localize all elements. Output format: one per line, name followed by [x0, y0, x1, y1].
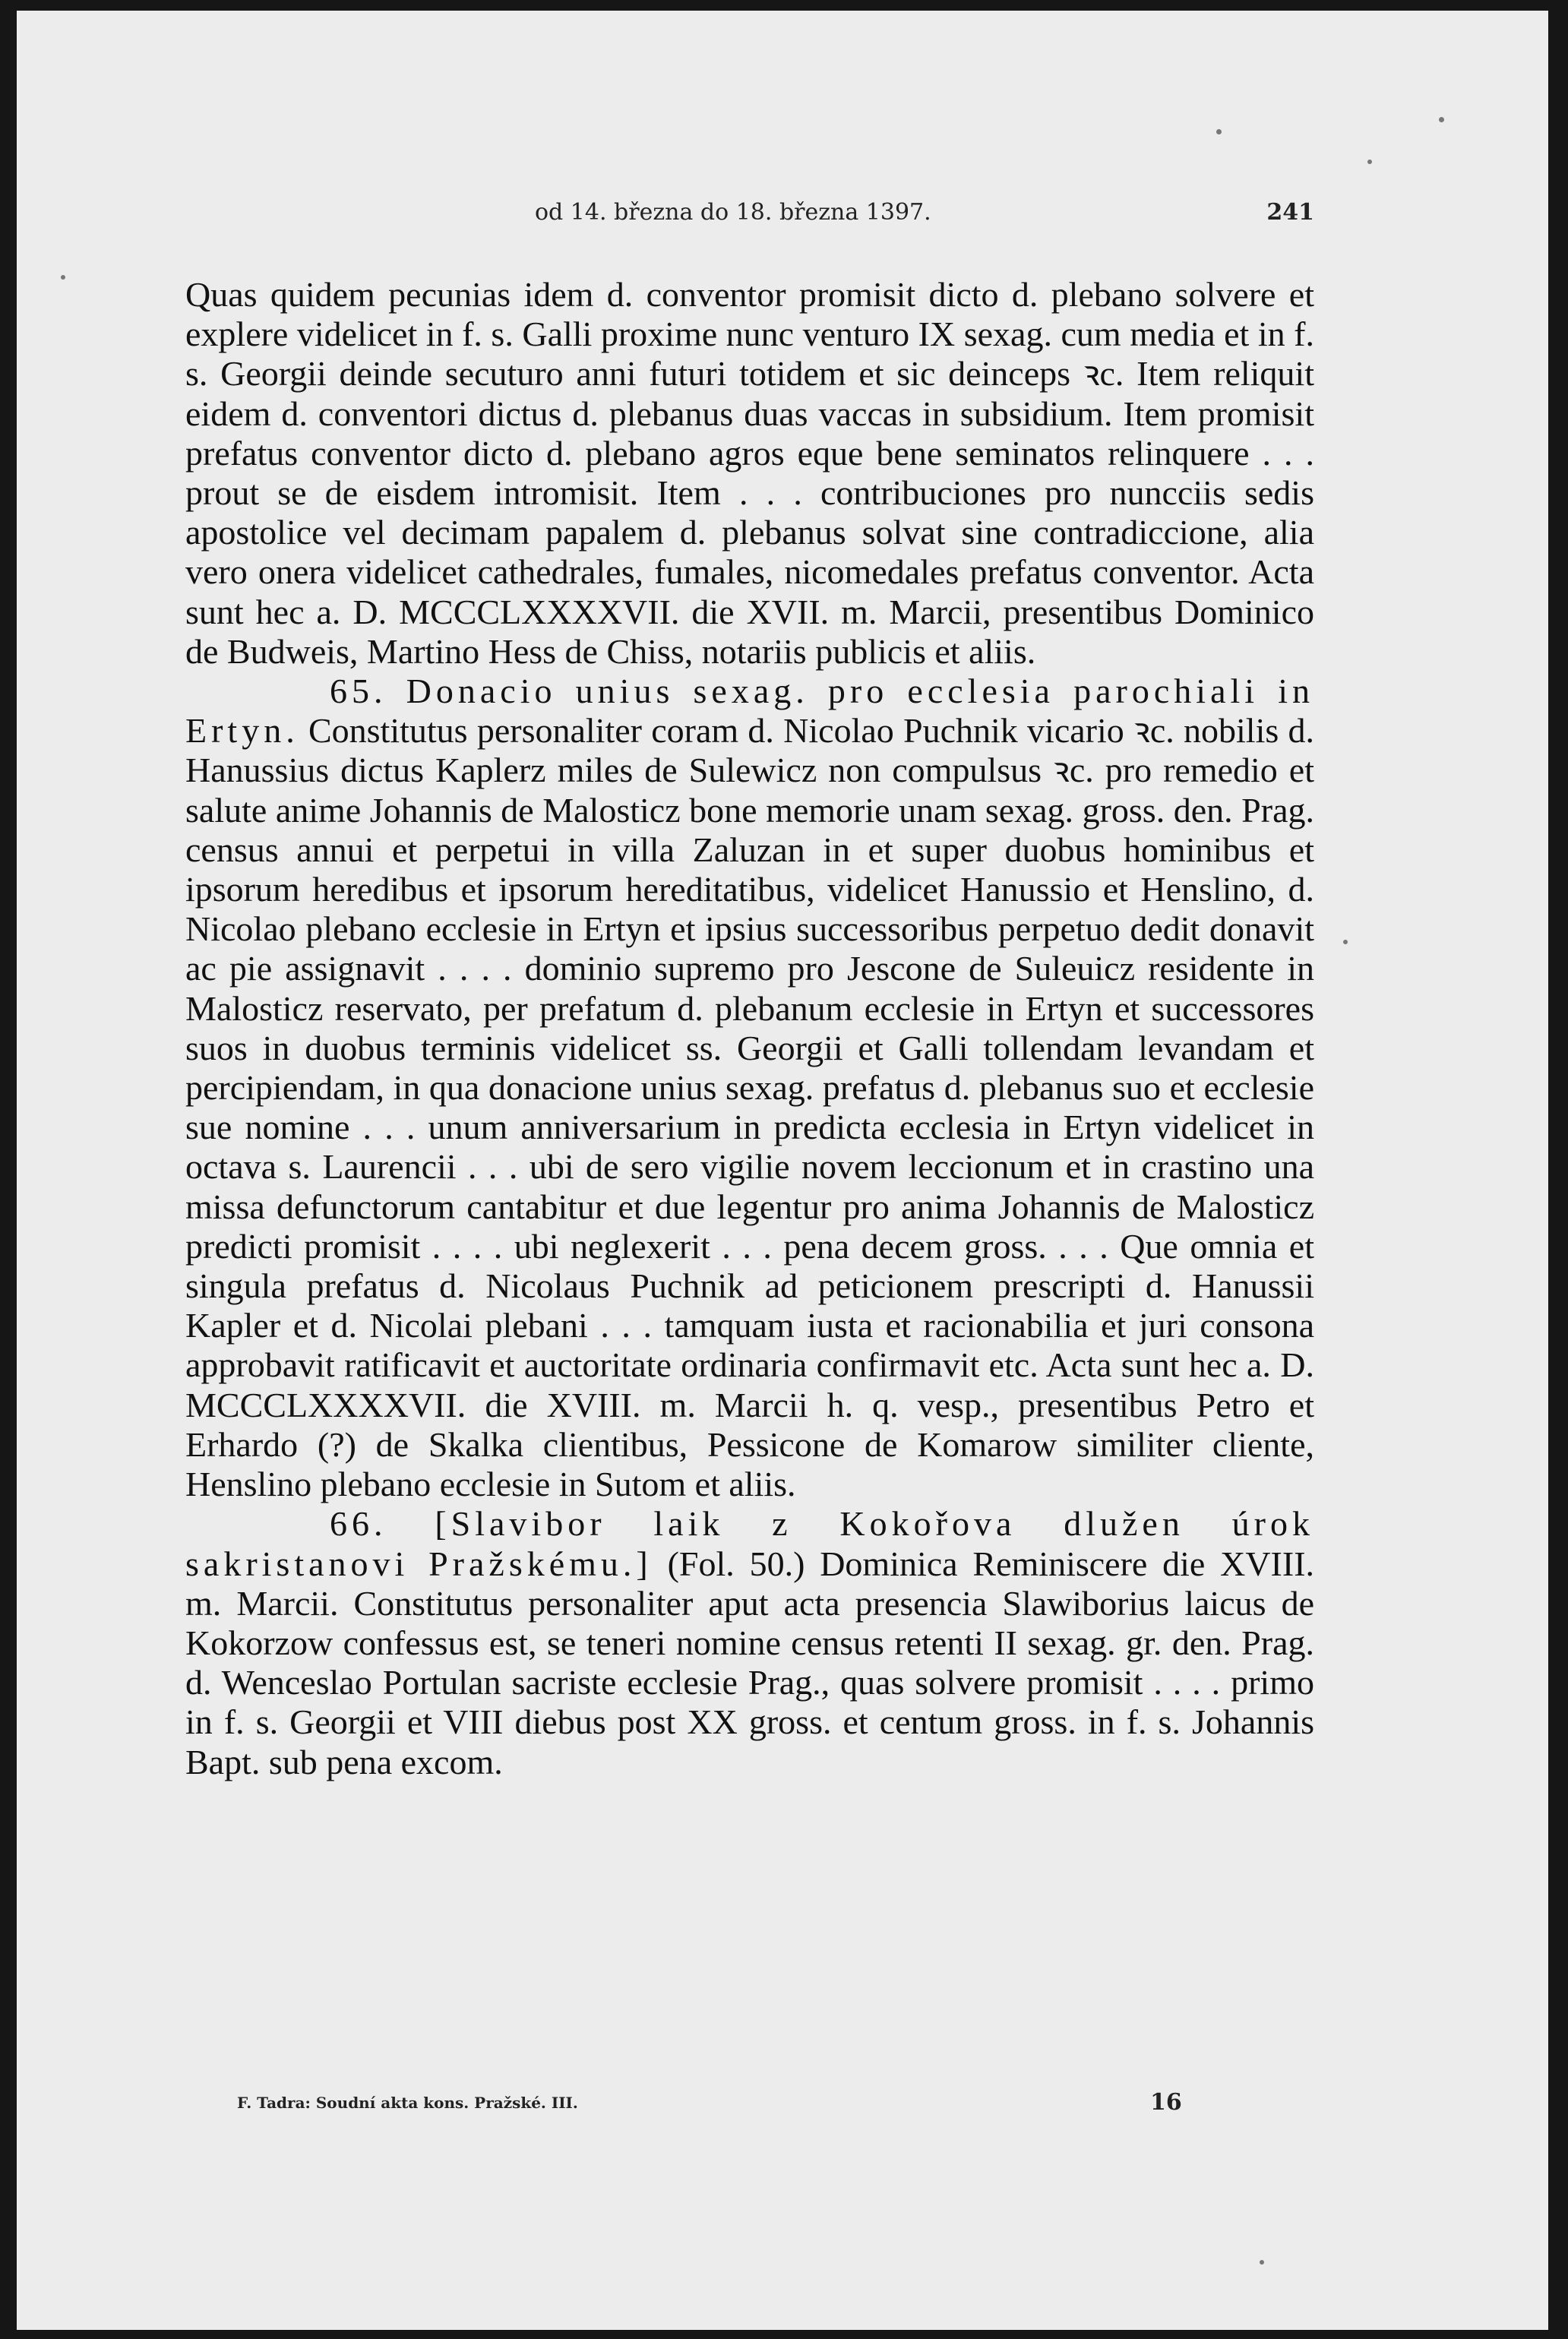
scan-border-left: [0, 0, 17, 2339]
paragraph-66: [185, 1504, 1314, 1781]
body-text: [185, 275, 1314, 1782]
paragraph-65: [185, 672, 1314, 1504]
paragraph-64-continuation: [185, 275, 1314, 672]
dust-speck: [1260, 2260, 1264, 2265]
dust-speck: [1439, 117, 1444, 122]
dust-speck: [1343, 940, 1348, 944]
entry-heading: 66. [Slavibor laik z Kokořova dlužen úrok sakristanovi Pražskému.]: [185, 1504, 1314, 1583]
page-number: 241: [1266, 199, 1314, 226]
paragraph-text: Dominica Reminiscere die XVIII. m. Marcii. Constitutus personaliter aput acta presencia Slawiborius laicus de Kokorzow confessus est, se teneri nomine census retenti II sexag. gr. den. Prag. d. Wenceslao Portulan sacriste ecclesie Prag., quas solvere promisit . . . . primo in f. s. Georgii et VIII diebus post XX gross. et centum gross. in f. s. Johannis Bapt. sub pena excom.: [185, 1544, 1315, 1781]
paragraph-text: Quas quidem pecunias idem d. conventor promisit dicto d. plebano solvere et explere videlicet in f. s. Galli proxime nunc venturo IX sexag. cum media et in f. s. Georgii deinde secuturo anni futuri totidem et sic deinceps ꝛc. Item reliquit eidem d. conventori dictus d. plebanus duas vaccas in subsidium. Item promisit prefatus conventor dicto d. plebano agros eque bene seminatos relinquere . . . prout se de eisdem intromisit. Item . . . contribuciones pro nuncciis sedis apostolice vel decimam papalem d. plebanus solvat sine contradiccione, alia vero onera videlicet cathedrales, fumales, nicomedales prefatus conventor. Acta sunt hec a. D. MCCCLXXXXVII. die XVII. m. Marcii, presentibus Dominico de Budweis, Martino Hess de Chiss, notariis publicis et aliis.: [185, 275, 1314, 671]
entry-heading: 65. Donacio unius sexag. pro ecclesia parochiali in Ertyn.: [185, 672, 1314, 751]
scan-border-right: [1548, 0, 1568, 2339]
page-header: [185, 199, 1314, 229]
dust-speck: [1216, 129, 1222, 134]
dust-speck: [61, 275, 65, 280]
signature-mark: 16: [1150, 2089, 1182, 2116]
paragraph-text: Constitutus personaliter coram d. Nicolao Puchnik vicario ꝛc. nobilis d. Hanussius dictus Kaplerz miles de Sulewicz non compulsus ꝛc. pro remedio et salute anime Johannis de Malosticz bone memorie unam sexag. gross. den. Prag. census annui et perpetui in villa Zaluzan in et super duobus hominibus et ipsorum heredibus et ipsorum hereditatibus, videlicet Hanussio et Henslino, d. Nicolao plebano ecclesie in Ertyn et ipsius successoribus perpetuo dedit donavit ac pie assignavit . . . . dominio supremo pro Jescone de Suleuicz residente in Malosticz reservato, per prefatum d. plebanum ecclesie in Ertyn et successores suos in duobus terminis videlicet ss. Georgii et Galli tollendam levandam et percipiendam, in qua donacione unius sexag. prefatus d. plebanus suo et ecclesie sue nomine . . . unum anniversarium in predicta ecclesia in Ertyn videlicet in octava s. Laurencii . . . ubi de sero vigilie novem leccionum et in crastino una missa defunctorum cantabitur et due legentur pro anima Johannis de Malosticz predicti promisit . . . . ubi neglexerit . . . pena decem gross. . . . Que omnia et singula prefatus d. Nicolaus Puchnik ad peticionem prescripti d. Hanussii Kapler et d. Nicolai plebani . . . tamquam iusta et racionabilia et juri consona approbavit ratificavit et auctoritate ordinaria confirmavit etc. Acta sunt hec a. D. MCCCLXXXXVII. die XVIII. m. Marcii h. q. vesp., presentibus Petro et Erhardo (?) de Skalka clientibus, Pessicone de Komarow similiter cliente, Henslino plebano ecclesie in Sutom et aliis.: [185, 711, 1314, 1504]
source-citation: F. Tadra: Soudní akta kons. Pražské. III.: [237, 2094, 578, 2112]
dust-speck: [1367, 160, 1372, 164]
running-title: od 14. března do 18. března 1397.: [535, 199, 931, 226]
scan-border-top: [0, 0, 1568, 11]
page-footer: [185, 2089, 1314, 2119]
folio-reference: (Fol. 50.): [667, 1544, 805, 1583]
scan-border-bottom: [0, 2330, 1568, 2339]
